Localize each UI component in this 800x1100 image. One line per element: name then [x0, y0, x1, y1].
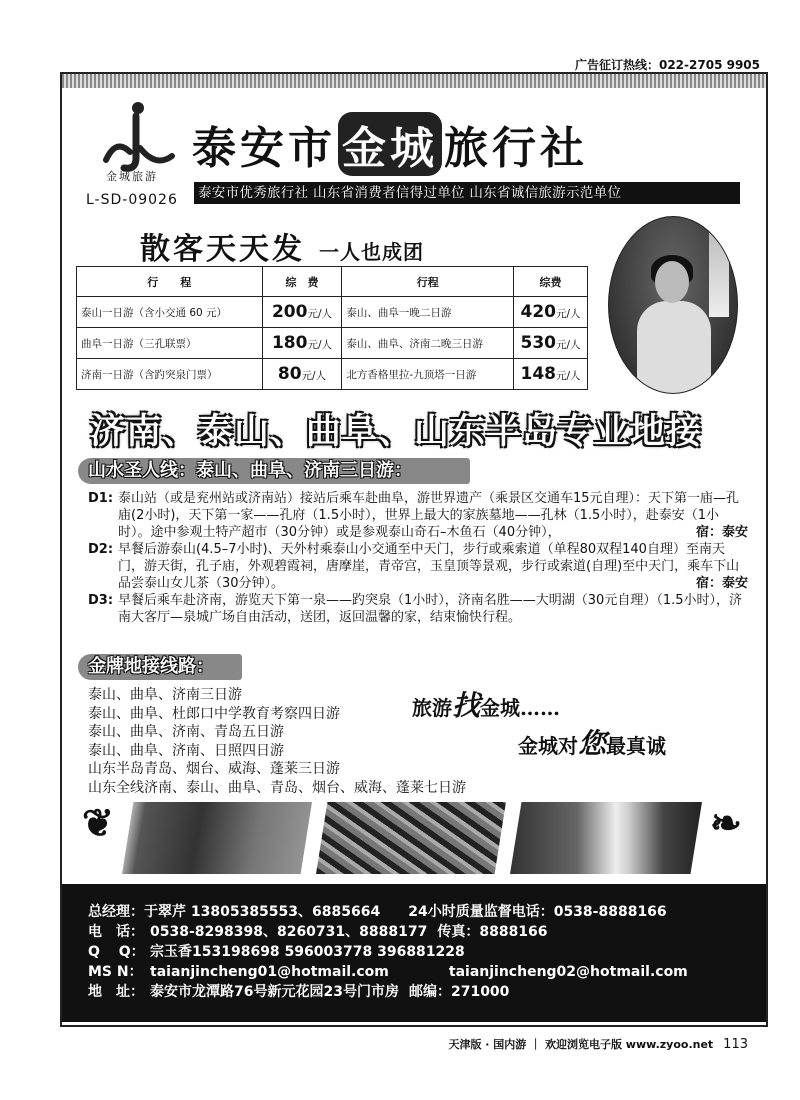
day-label: D3:	[88, 593, 114, 608]
day-label: D2:	[88, 542, 114, 557]
main-headline: 济南、泰山、曲阜、山东半岛专业地接	[90, 411, 703, 452]
col-header-price2: 综费	[514, 267, 588, 297]
contact-row-manager: 总经理： 于翠芹 13805385553、6885664 24小时质量监督电话： 0538-8888166	[88, 904, 667, 920]
table-row	[77, 328, 588, 359]
logo-text: 金城旅游	[106, 170, 158, 183]
list-item: 泰山、曲阜、济南、日照四日游	[88, 742, 284, 759]
license-number: L-SD-09026	[86, 192, 178, 208]
section-banner-gold-routes: 金牌地接线路：	[78, 654, 242, 680]
scenic-photo-temple	[122, 802, 312, 874]
page-footer	[448, 1036, 748, 1052]
price-cell: 420元/人	[514, 297, 588, 328]
right-ornament-icon: ❧	[710, 800, 742, 845]
list-item: 山东全线济南、泰山、曲阜、青岛、烟台、威海、蓬莱七日游	[88, 779, 466, 796]
slogan-line-2: 金城对您最真诚	[518, 727, 667, 760]
price-cell: 148元/人	[514, 359, 588, 390]
day-stay: 宿：泰安	[695, 525, 748, 540]
daily-subtitle: 一人也成团	[319, 240, 424, 264]
day-stay: 宿：泰安	[695, 576, 748, 591]
scenic-photo-strip	[122, 802, 702, 874]
section-banner-classic-route: 山水圣人线：泰山、曲阜、济南三日游：	[78, 458, 470, 484]
waterfall-background	[709, 227, 729, 317]
route-cell: 泰山一日游（含小交通 60 元）	[77, 297, 263, 328]
company-name-post: 旅行社	[444, 123, 588, 174]
table-row	[77, 359, 588, 390]
route-cell: 泰山、曲阜一晚二日游	[342, 297, 514, 328]
day-text: 早餐后游泰山(4.5–7小时)、天外村乘泰山小交通至中天门，步行或乘索道（单程80双程140自理）至南天门，游天街，孔子庙，外观碧霞祠，唐摩崖，青帝宫，玉皇顶等景观，步行或索道(自理)至中天门，乘车下山品尝泰山女儿茶（30分钟）。	[118, 542, 740, 591]
page-number: 113	[723, 1037, 748, 1052]
itinerary-day	[88, 592, 748, 626]
itinerary-day	[88, 541, 748, 592]
price-cell: 200元/人	[262, 297, 342, 328]
footer-text: 天津版 · 国内游 ｜ 欢迎浏览电子版 www.zyoo.net	[448, 1038, 714, 1051]
manager-photo	[608, 216, 738, 394]
col-header-route1: 行 程	[77, 267, 263, 297]
col-header-price1: 综 费	[262, 267, 342, 297]
contact-row-phone: 电 话： 0538-8298398、8260731、8888177 传真： 8888166	[88, 924, 548, 940]
contact-row-msn: MS N： taianjincheng01@hotmail.com taianjincheng02@hotmail.com	[88, 964, 688, 980]
route-list	[88, 686, 466, 797]
price-cell: 180元/人	[262, 328, 342, 359]
contact-panel	[62, 884, 766, 1022]
list-item: 泰山、曲阜、济南、青岛五日游	[88, 724, 284, 740]
itinerary	[88, 490, 748, 626]
day-label: D1:	[88, 491, 114, 506]
table-row	[77, 297, 588, 328]
price-table	[76, 266, 588, 390]
price-cell: 80元/人	[262, 359, 342, 390]
contact-row-qq: Q Q： 宗玉香153198698 596003778 396881228	[88, 944, 465, 960]
day-text: 早餐后乘车赴济南，游览天下第一泉——趵突泉（1小时），济南名胜——大明湖（30元自理）（1.5小时），济南大客厅—泉城广场自由活动，送团，返回温馨的家，结束愉快行程。	[118, 593, 742, 625]
company-name-highlight: 金城	[338, 112, 442, 176]
scenic-photo-mountain	[316, 802, 506, 874]
list-item: 泰山、曲阜、杜郎口中学教育考察四日游	[88, 705, 340, 722]
daily-title: 散客天天发	[140, 232, 305, 267]
honors-bar: 泰安市优秀旅行社 山东省消费者信得过单位 山东省诚信旅游示范单位	[194, 182, 740, 204]
col-header-route2: 行程	[342, 267, 514, 297]
list-item: 泰山、曲阜、济南三日游	[88, 687, 242, 703]
route-cell: 曲阜一日游（三孔联票）	[77, 328, 263, 359]
ad-frame	[60, 72, 768, 1027]
photo-body	[637, 301, 711, 394]
route-cell: 泰山、曲阜、济南二晚三日游	[342, 328, 514, 359]
route-cell: 北方香格里拉-九顶塔一日游	[342, 359, 514, 390]
contact-row-address: 地 址： 泰安市龙潭路76号新元花园23号门市房 邮编： 271000	[88, 984, 510, 1000]
price-cell: 530元/人	[514, 328, 588, 359]
itinerary-day	[88, 490, 748, 541]
day-text: 泰山站（或是兖州站或济南站）接站后乘车赴曲阜，游世界遗产（乘景区交通车15元自理）：天下第一庙—孔庙(2小时)，天下第一家——孔府（1.5小时），世界上最大的家族墓地——孔林（1.5小时），赴泰安（1小时）。途中参观土特产超市（30分钟）或是参观泰山奇石–木鱼石（40分钟），	[118, 491, 740, 540]
daily-departure-title	[140, 224, 424, 268]
scenic-photo-waterfall	[510, 802, 702, 874]
left-ornament-icon: ❦	[82, 800, 114, 845]
route-cell: 济南一日游（含趵突泉门票）	[77, 359, 263, 390]
price-table-header	[77, 267, 588, 297]
list-item: 山东半岛青岛、烟台、威海、蓬莱三日游	[88, 761, 340, 777]
company-name-pre: 泰安市	[192, 123, 336, 174]
company-name	[192, 112, 588, 176]
photo-head	[655, 261, 689, 303]
slogan-line-1: 旅游找金城……	[412, 689, 561, 722]
ad-hotline: 广告征订热线：022-2705 9905	[574, 58, 760, 72]
decorative-strip	[62, 74, 766, 88]
